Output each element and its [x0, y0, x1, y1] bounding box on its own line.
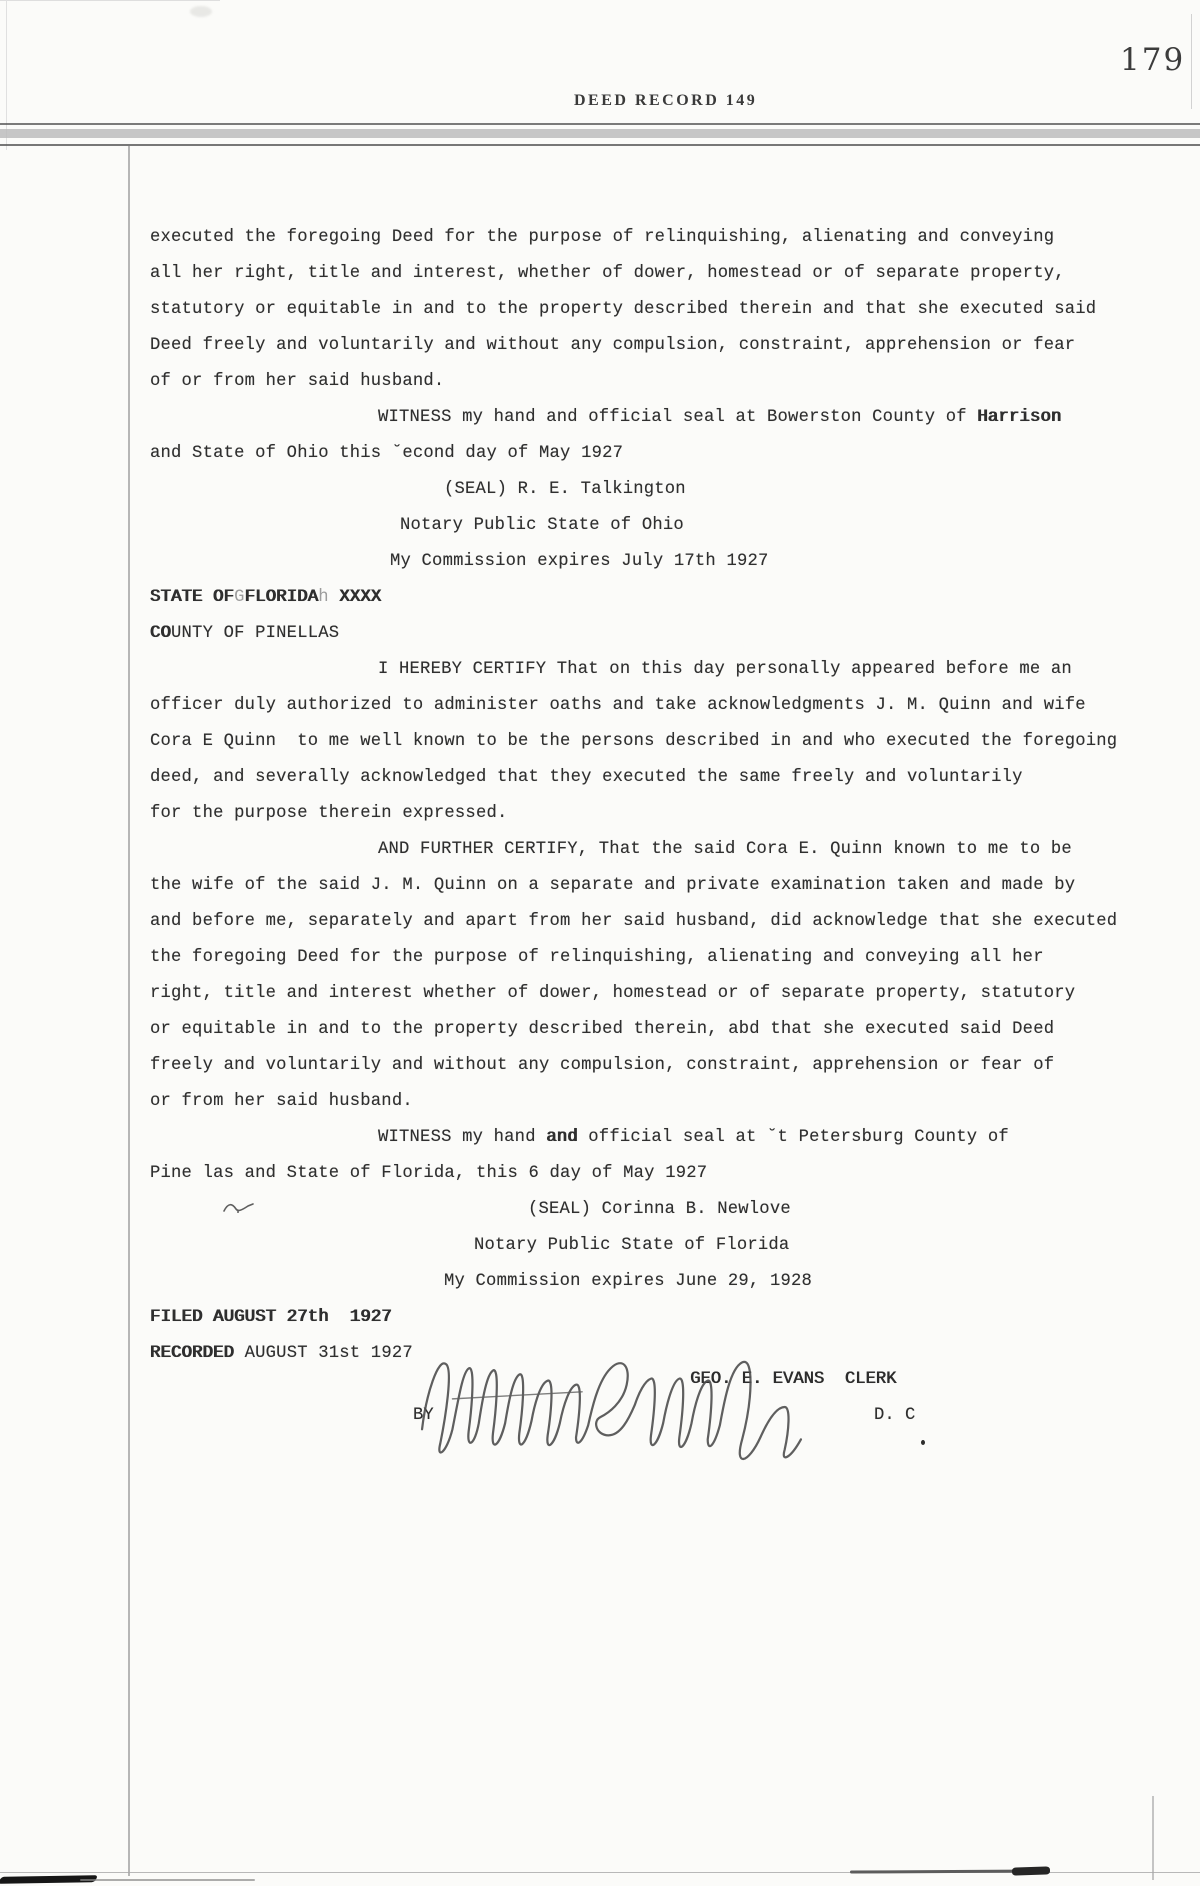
text-line: of or from her said husband. [150, 372, 445, 391]
text-line: Notary Public State of Ohio [400, 516, 684, 535]
text-line: Notary Public State of Florida [474, 1236, 790, 1255]
text-line: AND FURTHER CERTIFY, That the said Cora E. Quinn known to me to be [378, 840, 1072, 859]
text-line: RECORDED AUGUST 31st 1927 [150, 1344, 413, 1363]
text-line: (SEAL) R. E. Talkington [444, 480, 686, 499]
text-line: right, title and interest whether of dower, homestead or of separate property, statutory [150, 984, 1076, 1003]
header-rule-band [0, 129, 1200, 138]
text-line: WITNESS my hand and official seal at Bowerston County of Harrison [378, 408, 1062, 427]
text-line: My Commission expires June 29, 1928 [444, 1272, 812, 1291]
text-line: COUNTY OF PINELLAS [150, 624, 340, 643]
text-line: or from her said husband. [150, 1092, 413, 1111]
text-line: or equitable in and to the property described therein, abd that she executed said Deed [150, 1020, 1055, 1039]
bottom-edge-ink-blob [1012, 1866, 1050, 1875]
handwritten-signature [418, 1348, 808, 1468]
page-right-edge-top [1191, 14, 1192, 109]
text-line: for the purpose therein expressed. [150, 804, 508, 823]
text-line: Cora E Quinn to me well known to be the persons described in and who executed the foregoing [150, 732, 1118, 751]
page-right-edge-bottom [1152, 1796, 1154, 1880]
page-number: 179 [1120, 42, 1186, 78]
page-top-edge [0, 0, 220, 1]
text-line: freely and voluntarily and without any compulsion, constraint, apprehension or fear of [150, 1056, 1055, 1075]
stray-ink-dot [921, 1440, 925, 1445]
text-line: WITNESS my hand and official seal at ˘t Petersburg County of [378, 1128, 1009, 1147]
by-label: BY [413, 1406, 434, 1425]
deputy-clerk-label: D. C [874, 1406, 916, 1425]
page-left-edge [6, 0, 7, 150]
text-line: and before me, separately and apart from her said husband, did acknowledge that she executed [150, 912, 1118, 931]
text-line: Pine las and State of Florida, this 6 day of May 1927 [150, 1164, 708, 1183]
bottom-left-smear-tail [80, 1879, 255, 1881]
text-line: and State of Ohio this ˘econd day of May 1927 [150, 444, 624, 463]
header-rule-top [0, 123, 1200, 125]
left-margin-rule [128, 146, 130, 1876]
text-line: FILED AUGUST 27th 1927 [150, 1308, 392, 1327]
text-line: I HEREBY CERTIFY That on this day personally appeared before me an [378, 660, 1072, 679]
text-line: statutory or equitable in and to the property described therein and that she executed said [150, 300, 1097, 319]
text-line: STATE OFGFLORIDAh XXXX [150, 588, 382, 607]
scan-smudge [190, 6, 212, 17]
text-line: the wife of the said J. M. Quinn on a separate and private examination taken and made by [150, 876, 1076, 895]
text-line: deed, and severally acknowledged that they executed the same freely and voluntarily [150, 768, 1023, 787]
page-title: DEED RECORD 149 [574, 92, 758, 109]
clerk-name: GEO. E. EVANS CLERK [690, 1370, 897, 1389]
annotation-scribble [222, 1200, 256, 1216]
text-line: officer duly authorized to administer oaths and take acknowledgments J. M. Quinn and wife [150, 696, 1086, 715]
text-line: My Commission expires July 17th 1927 [390, 552, 769, 571]
text-line: Deed freely and voluntarily and without any compulsion, constraint, apprehension or fear [150, 336, 1076, 355]
text-line: executed the foregoing Deed for the purpose of relinquishing, alienating and conveying [150, 228, 1055, 247]
header-rule-bottom [0, 144, 1200, 146]
text-line: the foregoing Deed for the purpose of relinquishing, alienating and conveying all her [150, 948, 1044, 967]
text-line: (SEAL) Corinna B. Newlove [528, 1200, 791, 1219]
text-line: all her right, title and interest, whether of dower, homestead or of separate property, [150, 264, 1065, 283]
